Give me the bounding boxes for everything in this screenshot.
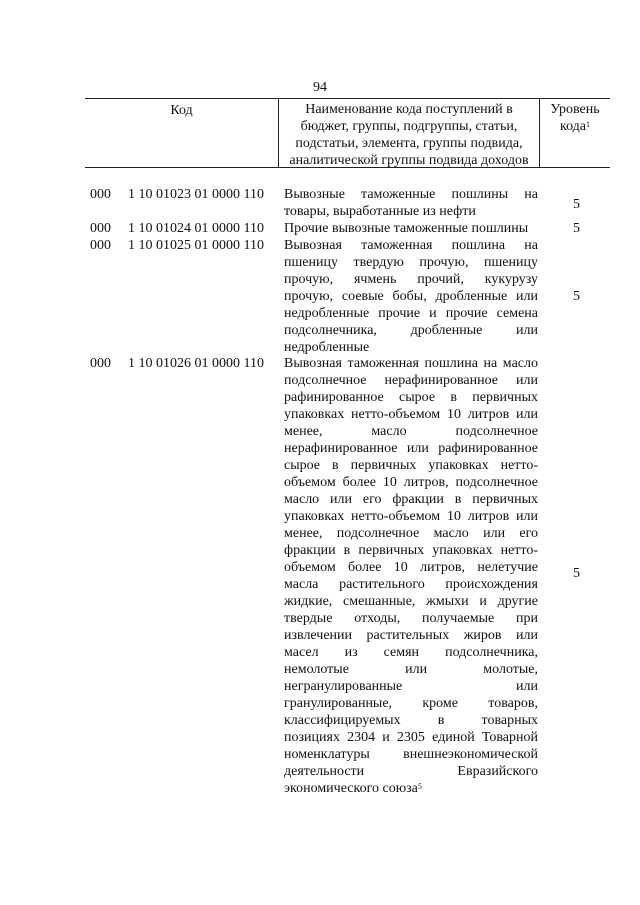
footnote-ref: 5 [417,782,422,791]
income-name-line: объемом более 10 литров, нелетучие [284,560,538,575]
header-name-line: Наименование кода поступлений в [305,102,513,117]
income-name-line: извлечении растительных жиров или [284,628,538,643]
income-name-line: подсолнечное нерафинированное или [284,373,538,388]
code-level: 5 [573,197,580,212]
header-name-line: подстатьи, элемента, группы подвида, [295,136,523,151]
code-level: 5 [573,221,580,236]
income-name-line: жидкие, смешанные, жмыхи и другие [284,594,538,609]
income-name-line: деятельности Евразийского [284,764,538,779]
income-name-line: сырое в первичных упаковках нетто- [284,458,538,473]
budget-code: 1 10 01025 01 0000 110 [128,238,264,253]
income-name-line: упаковках нетто-объемом 10 литров или [284,407,538,422]
income-name-line: твердые отходы, получаемые при [284,611,538,626]
income-name-line: менее, масло подсолнечное [284,424,538,439]
income-name-line: пшеницу твердую прочую, пшеницу [284,255,538,270]
header-name-line: бюджет, группы, подгруппы, статьи, [300,119,518,134]
income-name-line: масел из семян подсолнечника, [284,645,538,660]
budget-code: 1 10 01026 01 0000 110 [128,356,264,371]
header-level-line1: Уровень [550,102,600,117]
income-name-line: недробленные [284,340,370,355]
income-name-line: классифицируемых в товарных [284,713,538,728]
income-name-line: Вывозная таможенная пошлина на масло [284,356,538,371]
admin-code: 000 [90,187,111,202]
header-name [278,99,540,167]
admin-code: 000 [90,221,111,236]
income-name-line: немолотые или молотые, [284,662,538,677]
income-name-line: Вывозные таможенные пошлины на [284,187,538,202]
income-name-line: масла растительного происхождения [284,577,538,592]
income-name-line: Вывозная таможенная пошлина на [284,238,538,253]
header-level [540,99,610,169]
income-name [284,186,538,220]
income-name-line: прочую, ячмень прочий, кукурузу [284,272,538,287]
income-name-line: масло или его фракции в первичных [284,492,538,507]
admin-code: 000 [90,238,111,253]
income-name-line: упаковках нетто-объемом 10 литров или [284,509,538,524]
income-name-line: нерафинированное или рафинированное [284,441,538,456]
income-name-line: экономического союза [284,781,418,796]
income-name-line: прочую, соевые бобы, дробленные или [284,289,538,304]
code-level: 5 [573,289,580,304]
income-name-line: менее, подсолнечное масло или его [284,526,538,541]
admin-code: 000 [90,356,111,371]
header-name-line: аналитической группы подвида доходов [289,153,529,168]
code-level: 5 [573,566,580,581]
header-level-line2: кода [559,119,587,134]
income-name-line: подсолнечника, дробленные или [284,323,538,338]
budget-code: 1 10 01024 01 0000 110 [128,221,264,236]
income-name-line: гранулированные, кроме товаров, [284,696,538,711]
income-name-line: негранулированные или [284,679,538,694]
income-name-line: позициях 2304 и 2305 единой Товарной [284,730,538,745]
income-name-line: товары, выработанные из нефти [284,204,476,219]
income-name-line: рафинированное сырое в первичных [284,390,538,405]
income-name-line: номенклатуры внешнеэкономической [284,747,538,762]
header-code: Код [170,103,193,118]
income-name [284,220,538,237]
income-name-line: объемом более 10 литров, подсолнечное [284,475,538,490]
footnote-ref: 1 [586,120,591,129]
table-header [85,98,610,168]
income-name-line: фракции в первичных упаковках нетто- [284,543,538,558]
income-name [284,355,538,797]
budget-code: 1 10 01023 01 0000 110 [128,187,264,202]
page-number: 94 [313,80,327,95]
income-name-line: недробленные прочие и прочие семена [284,306,538,321]
income-name [284,237,538,356]
income-name-line: Прочие вывозные таможенные пошлины [284,221,529,236]
